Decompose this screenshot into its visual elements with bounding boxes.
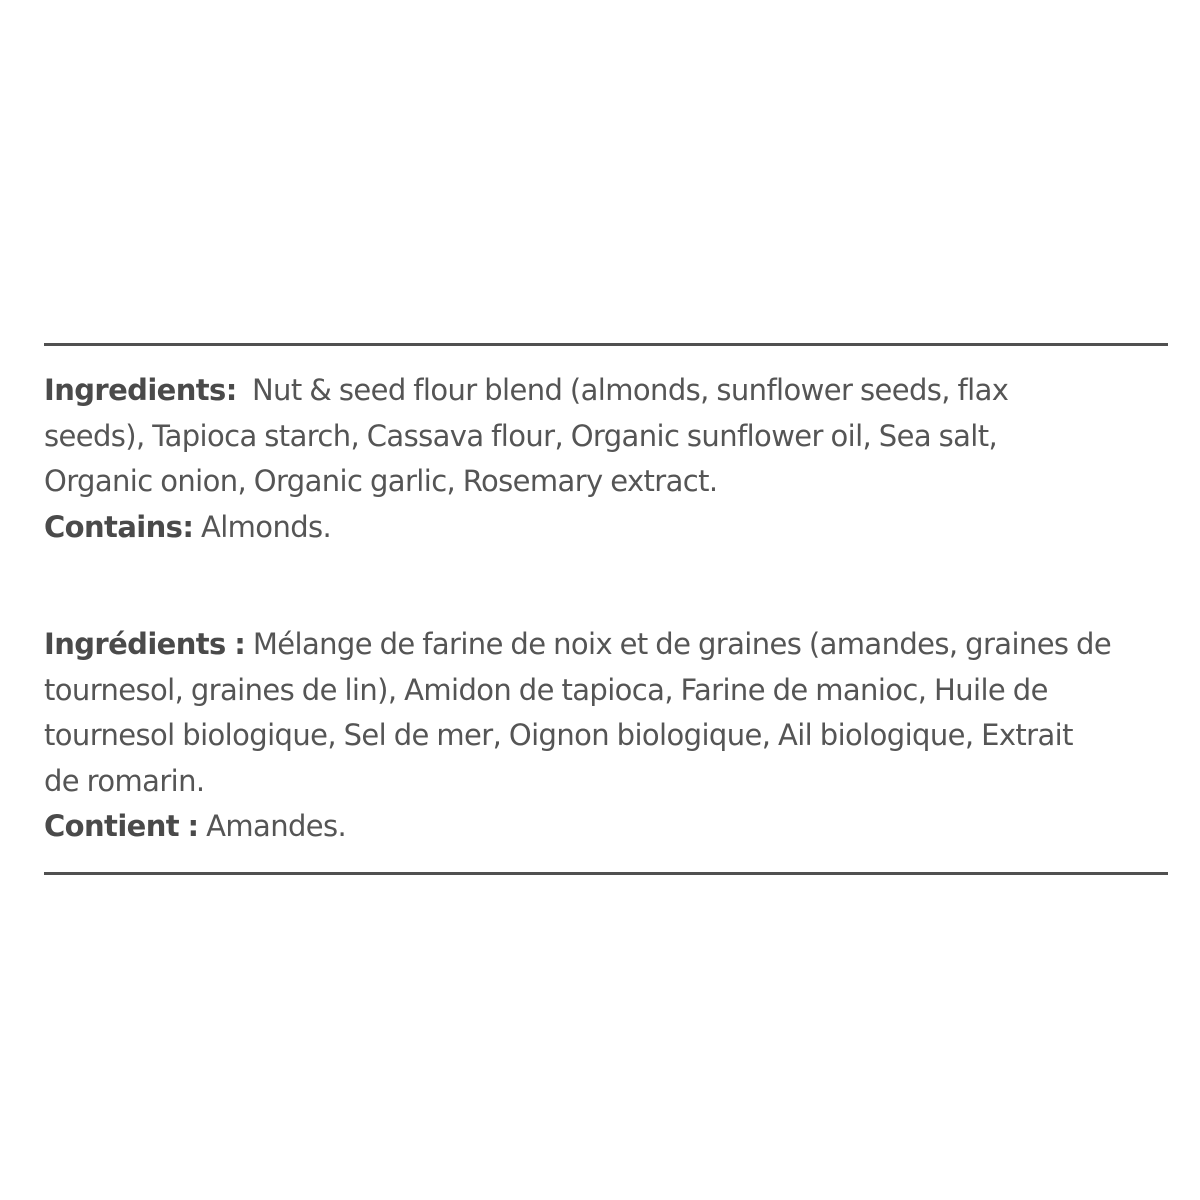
english-contains-text: Almonds. xyxy=(200,509,332,544)
english-ingredients-block xyxy=(44,368,1174,550)
english-contains-line xyxy=(44,505,1174,551)
english-contains-label: Contains: xyxy=(44,509,194,544)
bottom-divider xyxy=(44,872,1168,875)
french-ingredients-label: Ingrédients : xyxy=(44,627,246,661)
french-contains-line xyxy=(44,804,1174,850)
french-ingredients-block xyxy=(44,622,1174,850)
english-ingredients-line-1 xyxy=(44,368,1174,414)
english-ingredients-text-3: Organic onion, Organic garlic, Rosemary extract. xyxy=(44,464,718,498)
french-contains-text: Amandes. xyxy=(206,809,347,843)
french-ingredients-text-3: tournesol biologique, Sel de mer, Oignon biologique, Ail biologique, Extrait xyxy=(44,718,1073,752)
french-ingredients-text-2: tournesol, graines de lin), Amidon de tapioca, Farine de manioc, Huile de xyxy=(44,672,1048,707)
french-ingredients-text-4: de romarin. xyxy=(44,763,205,798)
english-ingredients-text-1: Nut & seed flour blend (almonds, sunflower seeds, flax xyxy=(251,373,1009,407)
french-contains-label: Contient : xyxy=(44,809,199,843)
french-ingredients-text-1: Mélange de farine de noix et de graines (amandes, graines de xyxy=(252,627,1112,661)
english-ingredients-text-2: seeds), Tapioca starch, Cassava flour, Organic sunflower oil, Sea salt, xyxy=(44,418,998,453)
english-ingredients-label: Ingredients: xyxy=(44,373,237,407)
top-divider xyxy=(44,343,1168,346)
french-ingredients-line-1 xyxy=(44,622,1174,668)
